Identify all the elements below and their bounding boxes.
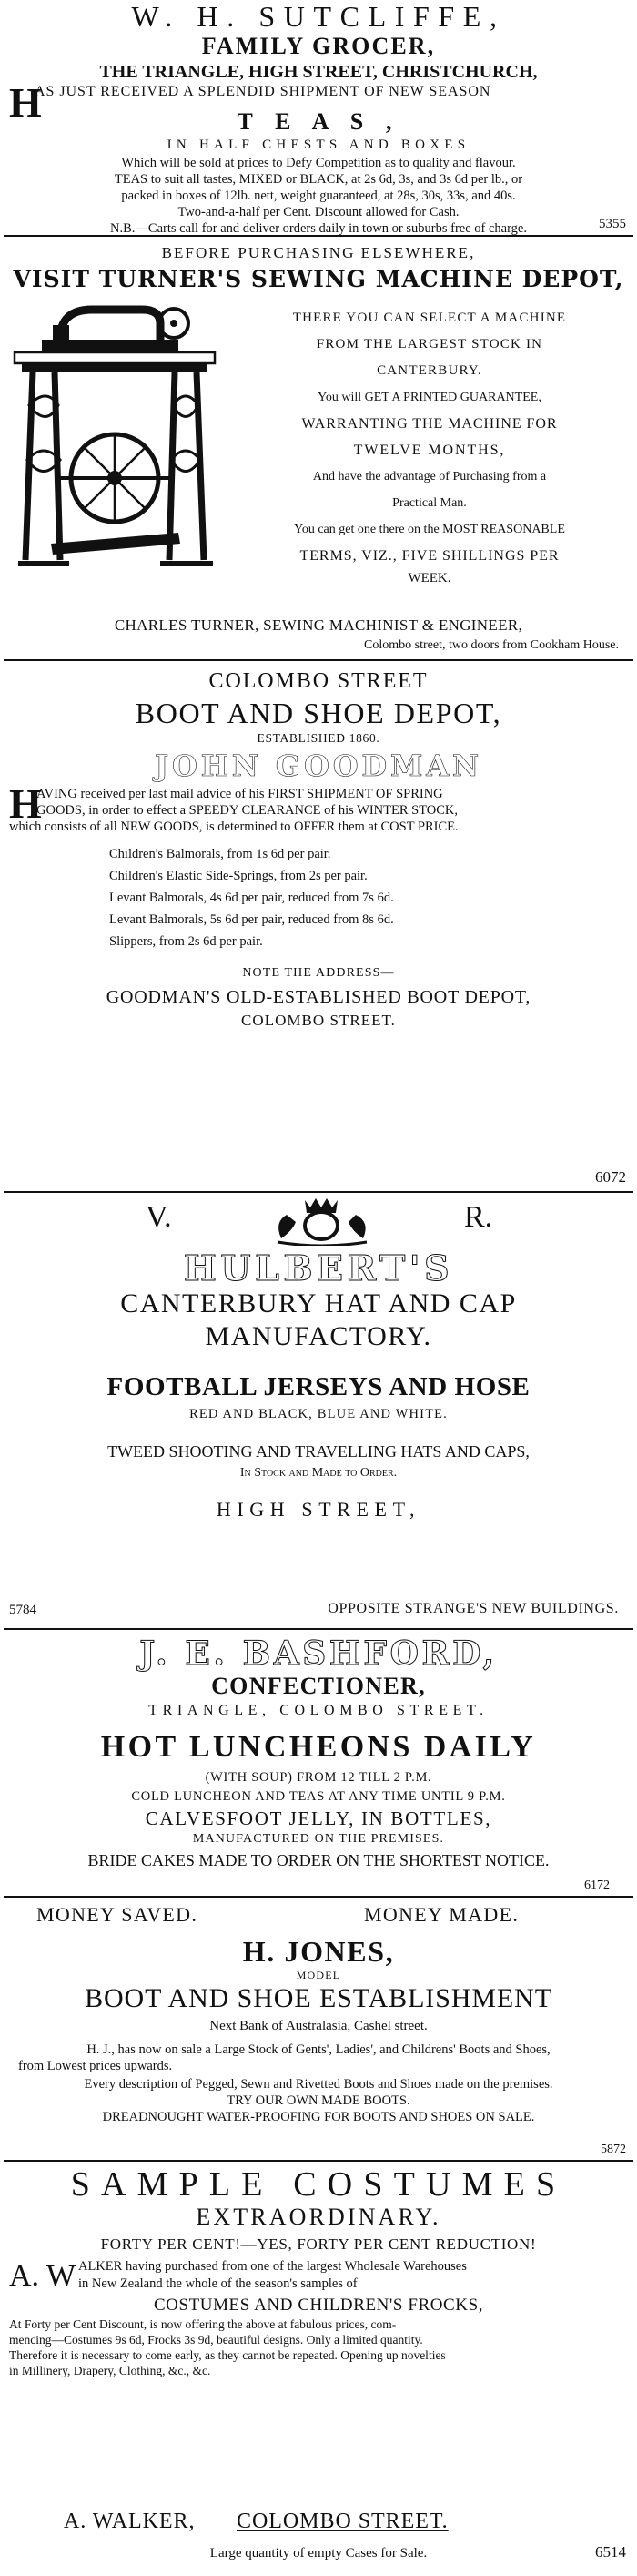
turner-line-4: You will GET A PRINTED GUARANTEE, (318, 391, 541, 404)
walker-body-1: At Forty per Cent Discount, is now offering the above at fabulous prices, com- (9, 2317, 397, 2331)
sutcliffe-body-3: packed in boxes of 12lb. nett, weight guaranteed, at 28s, 30s, 33s, and 40s. (121, 188, 516, 203)
turner-line-2: FROM THE LARGEST STOCK IN (316, 337, 543, 351)
hulbert-headline: FOOTBALL JERSEYS AND HOSE (106, 1372, 531, 1401)
hulbert-opposite: OPPOSITE STRANGE'S NEW BUILDINGS. (328, 1601, 619, 1616)
jones-name: H. JONES, (242, 1935, 395, 1968)
jones-try: TRY OUR OWN MADE BOOTS. (227, 2093, 410, 2108)
divider (4, 1896, 633, 1898)
walker-intro-2: in New Zealand the whole of the season's samples of (78, 2276, 358, 2291)
sutcliffe-body-2: TEAS to suit all tastes, MIXED or BLACK, at 2s 6d, 3s, and 3s 6d per lb., or (114, 172, 523, 187)
sutcliffe-name: W. H. SUTCLIFFE, (131, 0, 506, 33)
goodman-price-list (9, 843, 628, 952)
turner-line-9: You can get one there on the MOST REASONABLE (294, 523, 565, 536)
bashford-manufactured: MANUFACTURED ON THE PREMISES. (192, 1832, 445, 1846)
turner-line-11: WEEK. (408, 571, 451, 585)
turner-line-8: Practical Man. (392, 496, 467, 510)
sutcliffe-address: THE TRIANGLE, HIGH STREET, CHRISTCHURCH, (99, 62, 538, 82)
bashford-bride: BRIDE CAKES MADE TO ORDER ON THE SHORTEST NOTICE. (87, 1851, 550, 1869)
goodman-item-5: Slippers, from 2s 6d per pair. (109, 934, 263, 949)
bashford-jelly: CALVESFOOT JELLY, IN BOTTLES, (145, 1807, 492, 1829)
bashford-advert (0, 1635, 637, 1872)
royal-crest-icon (268, 1195, 378, 1246)
sutcliffe-packing: IN HALF CHESTS AND BOXES (167, 137, 470, 152)
goodman-note: NOTE THE ADDRESS— (242, 966, 395, 980)
sutcliffe-intro-line: AS JUST RECEIVED A SPLENDID SHIPMENT OF NEW SEASON (35, 84, 491, 99)
bashford-trade: CONFECTIONER, (211, 1673, 426, 1699)
jones-title: BOOT AND SHOE ESTABLISHMENT (85, 1983, 552, 2013)
turner-line-3: CANTERBURY. (377, 363, 482, 378)
goodman-dropcap: H (9, 780, 42, 827)
jones-model: MODEL (296, 1969, 341, 1981)
walker-title-2: EXTRAORDINARY. (196, 2204, 441, 2230)
goodman-intro (9, 780, 628, 836)
hulbert-colors: RED AND BLACK, BLUE AND WHITE. (189, 1407, 448, 1421)
turner-advert (0, 242, 637, 295)
sutcliffe-ref: 5355 (599, 217, 626, 231)
jones-advert (0, 1934, 637, 2125)
bashford-ref: 6172 (584, 1879, 610, 1892)
walker-body-2: mencing—Costumes 9s 6d, Frocks 3s 9d, beautiful designs. Only a limited quantity. (9, 2333, 423, 2347)
walker-cases: Large quantity of empty Cases for Sale. (209, 2546, 428, 2561)
sutcliffe-trade: FAMILY GROCER, (201, 33, 436, 59)
hulbert-v: V. (146, 1200, 172, 1234)
divider (4, 1628, 633, 1630)
hulbert-street: HIGH STREET, (216, 1498, 421, 1521)
goodman-title: BOOT AND SHOE DEPOT, (135, 697, 502, 729)
turner-line-1: THERE YOU CAN SELECT A MACHINE (292, 311, 567, 325)
jones-address: Next Bank of Australasia, Cashel street. (209, 2019, 428, 2033)
turner-footer-address: Colombo street, two doors from Cookham House. (364, 638, 619, 652)
hulbert-tweed: TWEED SHOOTING AND TRAVELLING HATS AND CAPS, (107, 1442, 530, 1461)
divider (4, 2160, 633, 2162)
hulbert-stock: In Stock and Made to Order. (239, 1466, 398, 1480)
divider (4, 1191, 633, 1193)
walker-advert (0, 2165, 637, 2378)
goodman-item-4: Levant Balmorals, 5s 6d per pair, reduced from 8s 6d. (109, 912, 394, 927)
bashford-headline: HOT LUNCHEONS DAILY (100, 1730, 537, 1764)
jones-body-2: from Lowest prices upwards. (18, 2059, 173, 2073)
hulbert-title-2: MANUFACTORY. (205, 1321, 432, 1351)
walker-title-1: SAMPLE COSTUMES (70, 2165, 567, 2204)
sutcliffe-dropcap: H (9, 79, 42, 126)
hulbert-ref: 5784 (9, 1603, 36, 1617)
hulbert-name: HULBERT'S (183, 1247, 454, 1288)
jones-ref: 5872 (601, 2143, 626, 2156)
goodman-item-1: Children's Balmorals, from 1s 6d per pair. (109, 847, 331, 861)
bashford-cold: COLD LUNCHEON AND TEAS AT ANY TIME UNTIL 9 P.M. (131, 1789, 506, 1804)
bashford-with-soup: (WITH SOUP) FROM 12 TILL 2 P.M. (205, 1770, 432, 1785)
walker-ref: 6514 (595, 2543, 626, 2561)
hulbert-title-1: CANTERBURY HAT AND CAP (120, 1288, 517, 1319)
bashford-name: J. E. BASHFORD, (139, 1634, 498, 1673)
bashford-address: TRIANGLE, COLOMBO STREET. (148, 1703, 489, 1718)
walker-body-4: in Millinery, Drapery, Clothing, &c., &c. (9, 2364, 211, 2377)
goodman-item-3: Levant Balmorals, 4s 6d per pair, reduced from 7s 6d. (109, 891, 394, 905)
sutcliffe-advert (0, 0, 637, 237)
jones-saved: MONEY SAVED. (36, 1903, 198, 1926)
goodman-name: JOHN GOODMAN (154, 748, 483, 783)
goodman-intro-3: which consists of all NEW GOODS, is determined to OFFER them at COST PRICE. (9, 820, 459, 834)
goodman-street: COLOMBO STREET (208, 669, 429, 693)
turner-pre: BEFORE PURCHASING ELSEWHERE, (161, 244, 476, 261)
hulbert-advert (0, 1249, 637, 1524)
jones-body-1: H. J., has now on sale a Large Stock of Gents', Ladies', and Childrens' Boots and Shoes, (86, 2042, 551, 2057)
walker-initial: A. W (9, 2259, 76, 2293)
sewing-machine-illustration (5, 305, 224, 578)
sutcliffe-body-1: Which will be sold at prices to Defy Competition as to quality and flavour. (121, 156, 516, 170)
turner-headline: VISIT TURNER'S SEWING MACHINE DEPOT, (13, 266, 624, 292)
sutcliffe-teas: T E A S , (237, 108, 400, 135)
turner-line-7: And have the advantage of Purchasing from a (312, 470, 547, 484)
turner-details (228, 305, 632, 587)
walker-body-3: Therefore it is necessary to come early, as they cannot be repeated. Opening up novelties (9, 2348, 446, 2362)
walker-footer-street: COLOMBO STREET. (237, 2510, 449, 2533)
divider (4, 659, 633, 661)
turner-line-10: TERMS, VIZ., FIVE SHILLINGS PER (299, 548, 560, 564)
goodman-established: ESTABLISHED 1860. (257, 731, 380, 745)
goodman-intro-2: GOODS, in order to effect a SPEEDY CLEARANCE of his WINTER STOCK, (36, 803, 459, 818)
jones-body-3: Every description of Pegged, Sewn and Rivetted Boots and Shoes made on the premises. (84, 2077, 553, 2092)
walker-footer-a: A. WALKER, (64, 2510, 196, 2533)
sutcliffe-body-4: Two-and-a-half per Cent. Discount allowed for Cash. (177, 205, 460, 219)
jones-dreadnought: DREADNOUGHT WATER-PROOFING FOR BOOTS AND SHOES ON SALE. (102, 2110, 535, 2124)
turner-footer: CHARLES TURNER, SEWING MACHINIST & ENGINEER, (114, 616, 523, 634)
goodman-footer-street: COLOMBO STREET. (241, 1012, 396, 1029)
sutcliffe-body-5: N.B.—Carts call for and deliver orders daily in town or suburbs free of charge. (110, 221, 527, 236)
turner-line-5: WARRANTING THE MACHINE FOR (301, 416, 558, 432)
walker-forty: FORTY PER CENT!—YES, FORTY PER CENT REDUCTION! (100, 2235, 537, 2253)
goodman-item-2: Children's Elastic Side-Springs, from 2s per pair. (109, 869, 368, 883)
turner-line-6: TWELVE MONTHS, (353, 443, 506, 458)
goodman-footer: GOODMAN'S OLD-ESTABLISHED BOOT DEPOT, (106, 987, 531, 1007)
goodman-advert (0, 667, 637, 1031)
goodman-intro-1: AVING received per last mail advice of his FIRST SHIPMENT OF SPRING (36, 787, 443, 801)
jones-made: MONEY MADE. (364, 1903, 520, 1926)
walker-intro (9, 2258, 628, 2295)
hulbert-r: R. (464, 1200, 493, 1234)
goodman-ref: 6072 (595, 1168, 626, 1186)
walker-intro-1: ALKER having purchased from one of the largest Wholesale Warehouses (78, 2259, 467, 2274)
divider (4, 235, 633, 237)
walker-costumes: COSTUMES AND CHILDREN'S FROCKS, (153, 2296, 484, 2315)
